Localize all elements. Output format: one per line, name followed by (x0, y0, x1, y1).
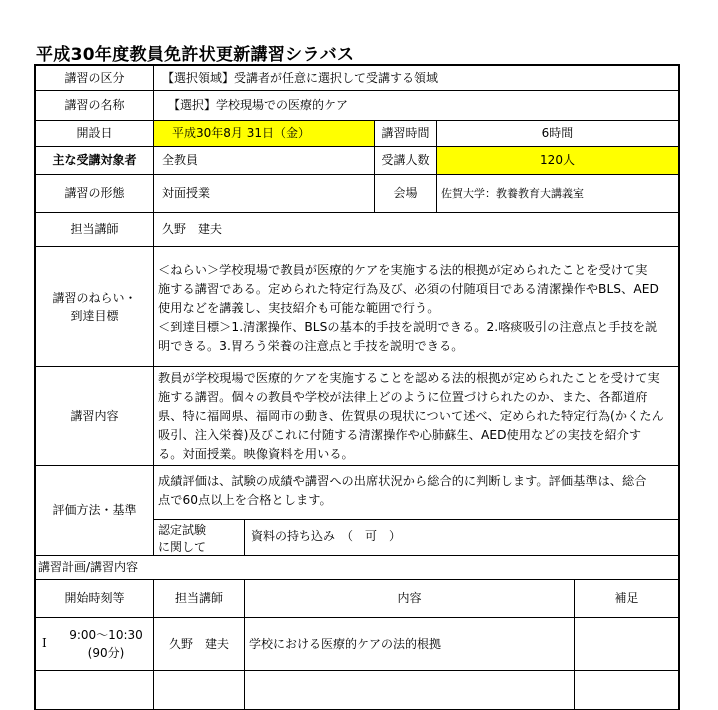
ninzu-label: 受講人数 (374, 146, 437, 175)
nerai-line: 施する講習である。定められた特定行為及び、必須の付随項目である清潔操作やBLS、AED (158, 282, 659, 296)
plan-row-duration: (90分) (87, 646, 125, 660)
nerai-line: ＜到達目標＞1.清潔操作、BLSの基本的手技を説明できる。2.喀痰吸引の注意点と手技を説 (158, 320, 658, 334)
naiyo-label: 講習内容 (34, 366, 154, 466)
nerai-line: 使用などを講義し、実技紹介も可能な範囲で行う。 (158, 301, 440, 315)
plan-header-content: 内容 (244, 579, 575, 618)
nerai-label-line2: 到達目標 (70, 308, 119, 323)
plan-row-number: I (42, 636, 47, 650)
plan-row-next-teacher (153, 670, 245, 710)
jikan-label: 講習時間 (374, 120, 437, 147)
meisho-value (153, 90, 680, 121)
hyoka-text (153, 465, 680, 520)
kaisetsu-label: 開設日 (34, 120, 154, 147)
nerai-line: ＜ねらい＞学校現場で教員が医療的ケアを実施する法的根拠が定められたことを受けて実 (158, 263, 648, 277)
exam-label-line1: 認定試験 (158, 523, 207, 537)
plan-header-note: 補足 (574, 579, 680, 618)
koshi-value: 久野 建夫 (153, 212, 680, 247)
taisho-label: 主な受講対象者 (34, 146, 154, 175)
plan-row-start (34, 617, 154, 671)
nerai-line: 明できる。3.胃ろう栄養の注意点と手技を説明できる。 (158, 339, 464, 353)
hyoka-label: 評価方法・基準 (34, 465, 154, 556)
kaijo-text: 佐賀大学：教養教育大講義室 (441, 187, 584, 200)
naiyo-line: る。対面授業。映像資料を用いる。 (158, 447, 354, 461)
plan-row-content: 学校における医療的ケアの法的根拠 (244, 617, 575, 671)
meisho-label: 講習の名称 (34, 90, 154, 121)
koshi-label: 担当講師 (34, 212, 154, 247)
plan-row-next-start (34, 670, 154, 710)
plan-row-teacher: 久野 建夫 (153, 617, 245, 671)
kubun-value: 【選択領域】受講者が任意に選択して受講する領域 (153, 64, 680, 91)
exam-label (153, 519, 245, 556)
hyoka-line: 点で60点以上を合格とします。 (158, 493, 332, 507)
taisho-value: 全教員 (153, 146, 375, 175)
kaijo-value (436, 174, 680, 213)
page-title: 平成30年度教員免許状更新講習シラバス (36, 45, 355, 65)
keitai-label: 講習の形態 (34, 174, 154, 213)
kubun-label: 講習の区分 (34, 64, 154, 91)
naiyo-line: 吸引、注入栄養)及びこれに付随する清潔操作や心肺蘇生、AED使用などの実技を紹介す (158, 428, 642, 442)
plan-row-next-content (244, 670, 575, 710)
plan-row-time: 9:00～10:30 (69, 628, 143, 642)
jikan-value: 6時間 (436, 120, 680, 147)
naiyo-line: 県、特に福岡県、福岡市の動き、佐賀県の現状について述べ、定められた特定行為(かくたん (158, 409, 664, 423)
plan-row-next-note (574, 670, 680, 710)
meisho-text: 【選択】学校現場での医療的ケア (168, 98, 349, 112)
plan-row-note (574, 617, 680, 671)
plan-header-start: 開始時刻等 (34, 579, 154, 618)
nerai-text (153, 246, 680, 367)
exam-value: 資料の持ち込み （ 可 ） (244, 519, 680, 556)
syllabus-table (34, 64, 680, 704)
plan-heading: 講習計画/講習内容 (34, 555, 680, 580)
kaisetsu-value (153, 120, 375, 147)
hyoka-line: 成績評価は、試験の成績や講習への出席状況から総合的に判断します。評価基準は、総合 (158, 474, 647, 488)
ninzu-value: 120人 (436, 146, 680, 175)
keitai-value: 対面授業 (153, 174, 375, 213)
kaijo-label: 会場 (374, 174, 437, 213)
naiyo-line: 教員が学校現場で医療的ケアを実施することを認める法的根拠が定められたことを受けて実 (158, 371, 660, 385)
naiyo-text (153, 366, 680, 466)
kaisetsu-date: 平成30年8月 31日（金） (172, 126, 310, 140)
plan-header-teacher: 担当講師 (153, 579, 245, 618)
exam-label-line2: に関して (158, 540, 207, 554)
nerai-label-line1: 講習のねらい・ (52, 290, 137, 305)
naiyo-line: 施する講習。個々の教員や学校が法律上どのように位置づけられたのか、また、各都道府 (158, 390, 648, 404)
nerai-label (34, 246, 154, 367)
